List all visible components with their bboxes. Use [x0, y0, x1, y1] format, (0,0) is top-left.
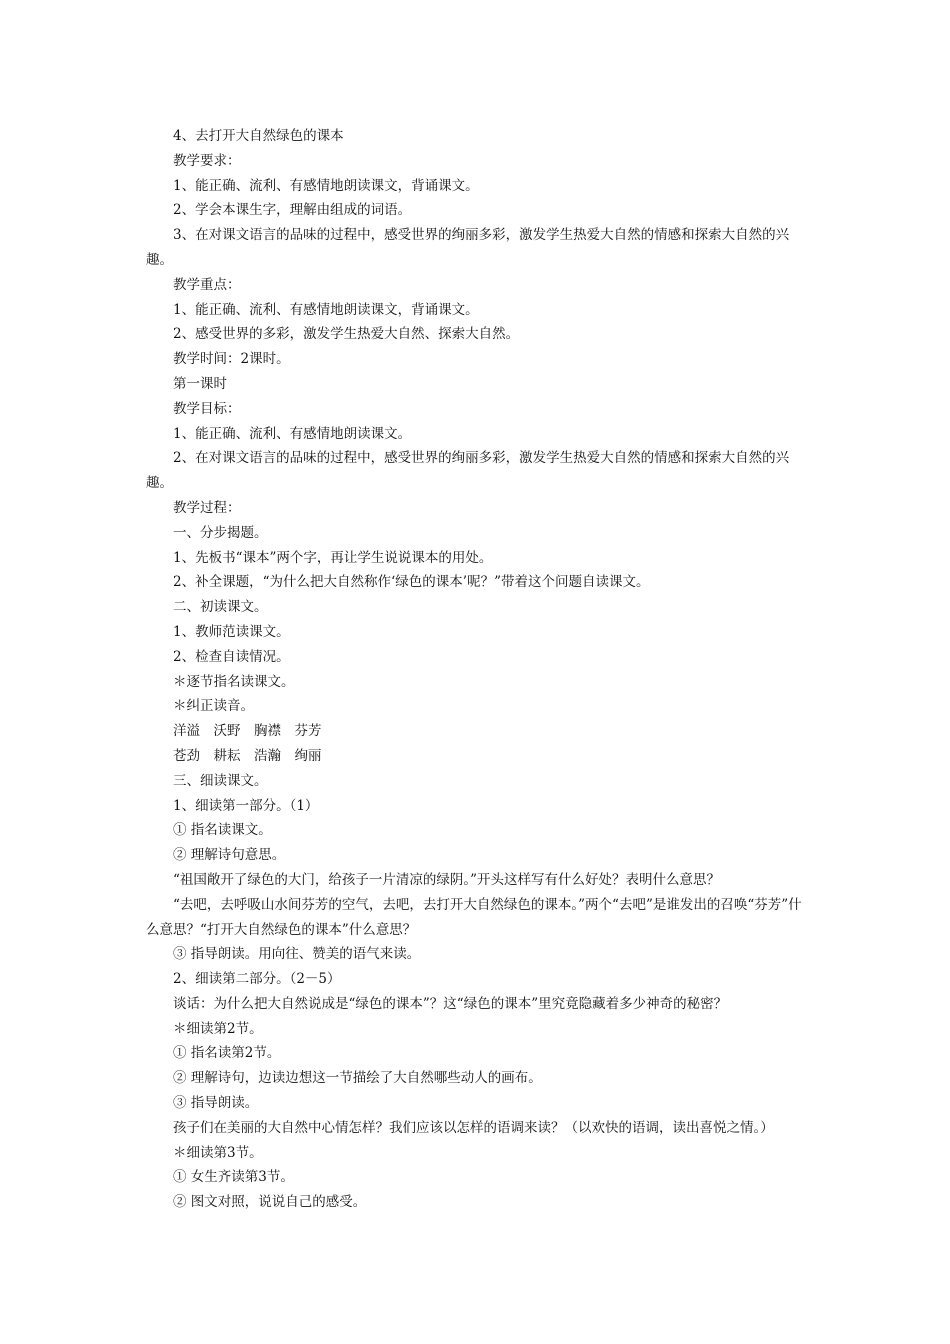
paragraph: 3、在对课文语言的品味的过程中，感受世界的绚丽多彩，激发学生热爱大自然的情感和探索大自然的兴趣。 [146, 227, 790, 268]
vocabulary-row: 苍劲 耕耘 浩瀚 绚丽 [173, 747, 322, 764]
paragraph: “去吧，去呼吸山水间芬芳的空气，去吧，去打开大自然绿色的课本。”两个“去吧”是谁发出的召唤“芬芳”什么意思？“打开大自然绿色的课本”什么意思？ [146, 896, 802, 938]
paragraph: 2、细读第二部分。（2－5） [173, 971, 341, 988]
paragraph: 2、感受世界的多彩，激发学生热爱大自然、探索大自然。 [173, 326, 520, 343]
paragraph: 2、补全课题，“为什么把大自然称作‘绿色的课本’呢？”带着这个问题自读课文。 [173, 574, 650, 591]
section-heading-key-points: 教学重点： [173, 276, 241, 293]
bullet-item: ＊细读第2节。 [173, 1020, 263, 1037]
paragraph: 谈话：为什么把大自然说成是“绿色的课本”？这“绿色的课本”里究竟隐藏着多少神奇的秘密？ [173, 995, 728, 1012]
paragraph: 2、学会本课生字，理解由组成的词语。 [173, 202, 412, 219]
bullet-item: ＊细读第3节。 [173, 1144, 263, 1161]
numbered-item: ② 理解诗句意思。 [173, 847, 286, 864]
numbered-item: ① 指名读第2节。 [173, 1045, 281, 1062]
lesson-title: 4、去打开大自然绿色的课本 [173, 128, 344, 144]
section-heading-process: 教学过程： [173, 499, 241, 516]
paragraph: 2、在对课文语言的品味的过程中，感受世界的绚丽多彩，激发学生热爱大自然的情感和探索大自然的兴趣。 [146, 450, 790, 492]
document-body [146, 124, 810, 1215]
paragraph: 1、能正确、流利、有感情地朗读课文，背诵课文。 [173, 301, 479, 318]
vocabulary-row: 洋溢 沃野 胸襟 芬芳 [173, 723, 322, 740]
paragraph: 1、先板书“课本”两个字，再让学生说说课本的用处。 [173, 549, 493, 566]
step-heading: 一、分步揭题。 [173, 524, 268, 541]
paragraph: 1、教师范读课文。 [173, 623, 290, 640]
lesson-period-heading: 第一课时 [173, 375, 227, 392]
numbered-item: ① 指名读课文。 [173, 822, 272, 839]
numbered-item: ③ 指导朗读。用向往、赞美的语气来读。 [173, 946, 421, 963]
bullet-item: ＊纠正读音。 [173, 698, 254, 715]
numbered-item: ③ 指导朗读。 [173, 1095, 259, 1112]
step-heading: 二、初读课文。 [173, 599, 268, 616]
section-heading-requirements: 教学要求： [173, 152, 241, 169]
paragraph: 1、能正确、流利、有感情地朗读课文。 [173, 425, 412, 442]
numbered-item: ② 图文对照，说说自己的感受。 [173, 1194, 367, 1211]
bullet-item: ＊逐节指名读课文。 [173, 673, 295, 690]
teaching-time: 教学时间：2课时。 [173, 351, 290, 368]
paragraph: 孩子们在美丽的大自然中心情怎样？我们应该以怎样的语调来读？（以欢快的语调，读出喜悦之情。） [173, 1119, 774, 1136]
paragraph: 1、细读第一部分。（1） [173, 797, 319, 814]
paragraph: “祖国敞开了绿色的大门，给孩子一片清凉的绿阴。”开头这样写有什么好处？表明什么意思？ [173, 871, 721, 888]
section-heading-goals: 教学目标： [173, 400, 241, 417]
numbered-item: ② 理解诗句，边读边想这一节描绘了大自然哪些动人的画布。 [173, 1070, 542, 1087]
numbered-item: ① 女生齐读第3节。 [173, 1169, 294, 1186]
step-heading: 三、细读课文。 [173, 772, 268, 789]
paragraph: 2、检查自读情况。 [173, 648, 290, 665]
paragraph: 1、能正确、流利、有感情地朗读课文，背诵课文。 [173, 177, 479, 194]
